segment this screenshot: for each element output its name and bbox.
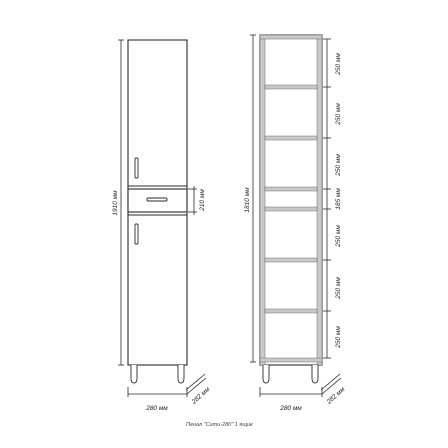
upper-door-handle <box>135 158 138 178</box>
shelf-spacing-label: 250 мм <box>335 53 342 75</box>
right-cabinet <box>260 35 322 383</box>
top-panel <box>260 35 322 39</box>
drawer-dimension <box>188 186 206 215</box>
shelf-spacing-dimensions <box>323 39 342 358</box>
shelf-spacing-label: 250 мм <box>335 103 342 125</box>
shelf-spacing-label: 250 мм <box>335 225 342 247</box>
drawing-caption: Пенал "Сити-280" 1 ящик <box>186 422 253 428</box>
shelf-spacing-label: 185 мм <box>335 188 342 210</box>
shelf-spacing-label: 250 мм <box>335 277 342 299</box>
drawer-height-label: 210 мм <box>199 189 206 211</box>
left-height-dimension <box>112 40 124 365</box>
shelf <box>265 207 317 211</box>
shelf <box>265 136 317 140</box>
shelf-spacing-label: 250 мм <box>335 326 342 348</box>
left-leg <box>263 365 269 383</box>
shelf <box>265 85 317 89</box>
left-footprint-dimension <box>128 374 212 412</box>
shelf <box>265 309 317 313</box>
right-width-label: 280 мм <box>280 405 302 412</box>
right-leg <box>312 365 318 383</box>
right-height-label: 1810 мм <box>244 187 251 213</box>
left-cabinet <box>128 40 187 383</box>
left-side-panel <box>260 35 265 365</box>
left-leg <box>131 365 137 383</box>
drawer-handle <box>147 198 167 201</box>
left-height-label: 1910 мм <box>112 190 119 216</box>
bottom-panel <box>260 358 322 362</box>
shelf-spacing-label: 250 мм <box>335 154 342 176</box>
shelf <box>265 187 317 191</box>
right-cabinet-body <box>260 35 322 365</box>
right-side-panel <box>317 35 322 365</box>
right-footprint-dimension <box>260 374 347 412</box>
left-width-label: 280 мм <box>146 405 168 412</box>
right-depth-label: 282 мм <box>325 386 347 406</box>
shelf <box>265 258 317 262</box>
lower-door-handle <box>135 224 138 244</box>
left-depth-label: 282 мм <box>190 386 212 406</box>
right-height-dimension <box>244 35 256 362</box>
right-leg <box>178 365 184 383</box>
